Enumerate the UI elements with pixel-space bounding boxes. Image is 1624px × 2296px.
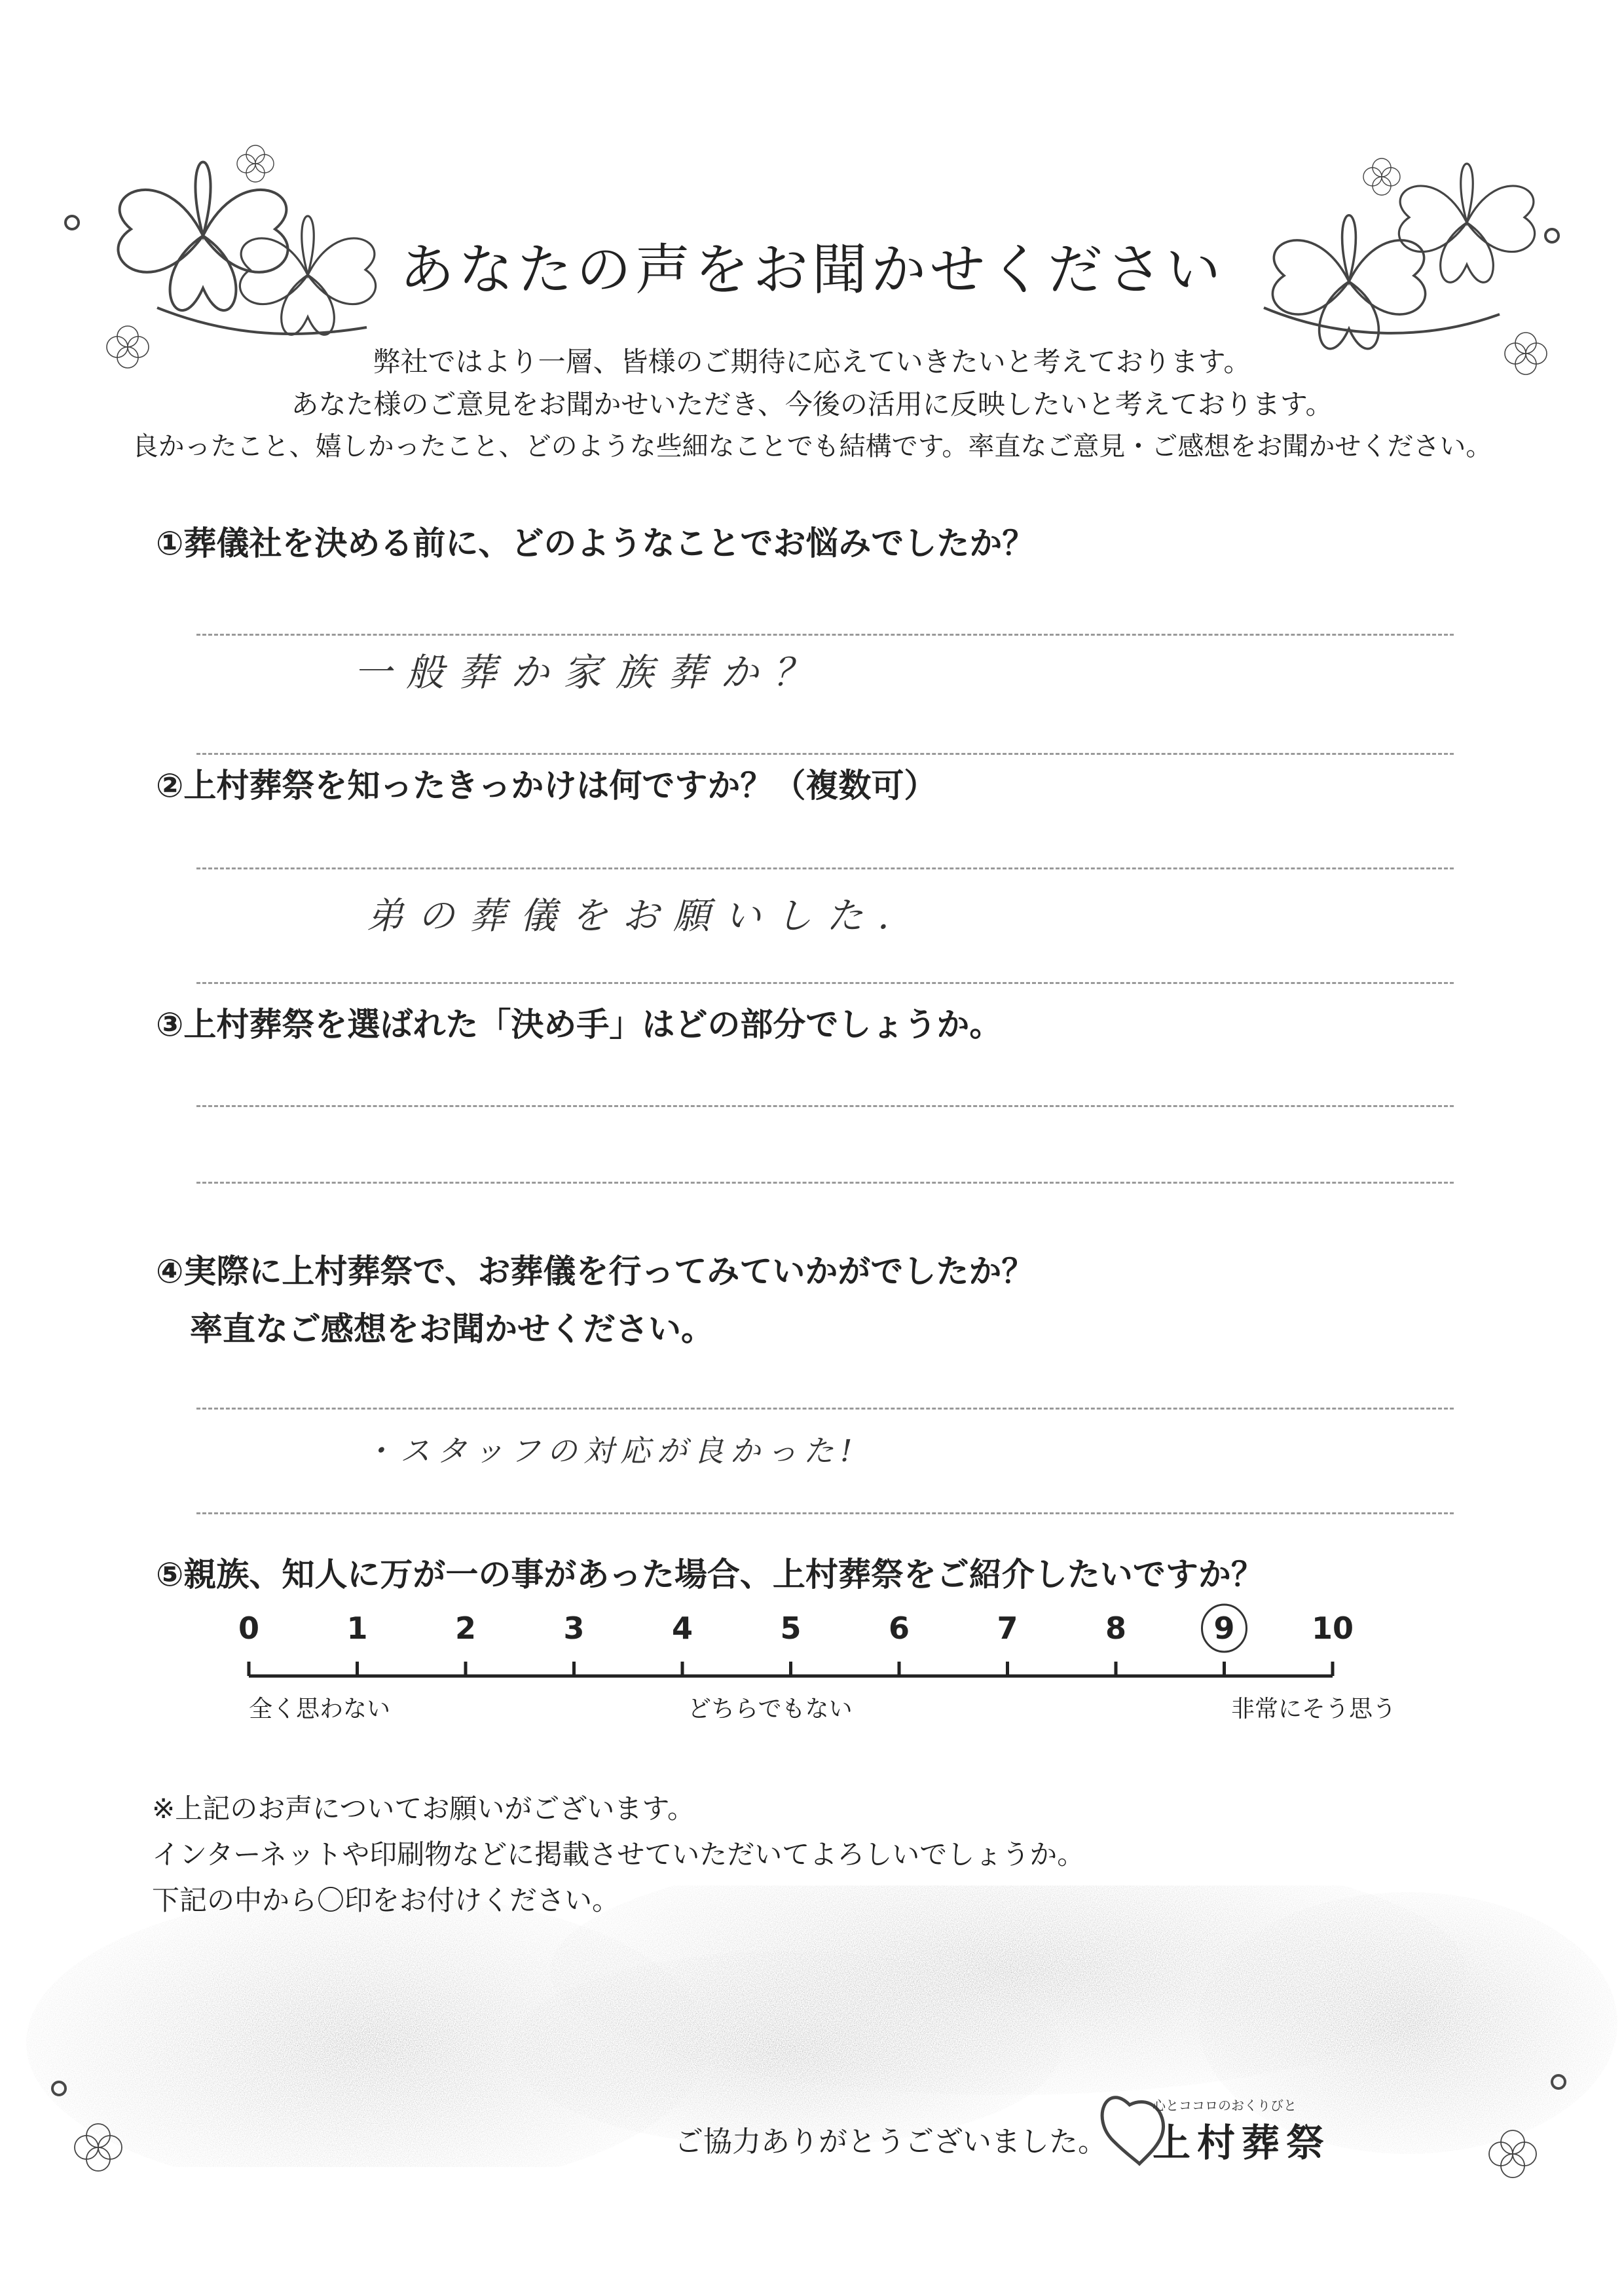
question-5: ⑤親族、知人に万が一の事があった場合、上村葬祭をご紹介したいですか？ xyxy=(156,1556,1264,1594)
scale-option-9[interactable]: 9 xyxy=(1213,1611,1235,1646)
scale-label-low: 全く思わない xyxy=(249,1696,391,1722)
scale-option-0[interactable]: 0 xyxy=(238,1611,259,1646)
page-title: あなたの声をお聞かせください xyxy=(399,238,1225,302)
intro-line-2: あなた様のご意見をお聞かせいただき、今後の活用に反映したいと考えております。 xyxy=(291,388,1333,420)
note-line-1: ※上記のお声についてお願いがございます。 xyxy=(152,1793,695,1825)
answer-1[interactable]: 一般葬か家族葬か？ xyxy=(354,650,826,695)
note-line-3: 下記の中から〇印をお付けください。 xyxy=(152,1884,620,1916)
question-4: ④実際に上村葬祭で、お葬儀を行ってみていかがでしたか？ xyxy=(156,1252,1035,1290)
brand-logo-text: 上村葬祭 xyxy=(1153,2121,1331,2165)
scale-option-5[interactable]: 5 xyxy=(780,1611,802,1646)
question-1: ①葬儀社を決める前に、どのようなことでお悩みでしたか？ xyxy=(156,524,1035,562)
question-4-sub: 率直なご感想をお聞かせください。 xyxy=(190,1310,714,1348)
scale-label-high: 非常にそう思う xyxy=(1231,1696,1397,1722)
scale-label-mid: どちらでもない xyxy=(688,1696,853,1722)
scale-option-6[interactable]: 6 xyxy=(888,1611,910,1646)
question-3: ③上村葬祭を選ばれた「決め手」はどの部分でしょうか。 xyxy=(156,1006,1003,1044)
answer-4[interactable]: ・スタッフの対応が良かった! xyxy=(363,1433,859,1468)
scale-option-1[interactable]: 1 xyxy=(346,1611,368,1646)
question-2: ②上村葬祭を知ったきっかけは何ですか？（複数可） xyxy=(156,767,937,805)
note-line-2: インターネットや印刷物などに掲載させていただいてよろしいでしょうか。 xyxy=(152,1838,1085,1870)
intro-line-1: 弊社ではより一層、皆様のご期待に応えていきたいと考えております。 xyxy=(373,346,1251,378)
scale-option-2[interactable]: 2 xyxy=(454,1611,476,1646)
scale-option-4[interactable]: 4 xyxy=(671,1611,693,1646)
scale-option-10[interactable]: 10 xyxy=(1311,1611,1354,1646)
brand-tagline: 心とココロのおくりびと xyxy=(1153,2098,1297,2113)
answer-2[interactable]: 弟の葬儀をお願いした. xyxy=(367,895,904,938)
scale-option-3[interactable]: 3 xyxy=(563,1611,585,1646)
thanks-message: ご協力ありがとうございました。 xyxy=(674,2125,1107,2159)
scale-option-8[interactable]: 8 xyxy=(1105,1611,1126,1646)
intro-line-3: 良かったこと、嬉しかったこと、どのような些細なことでも結構です。率直なご意見・ご感想をお聞かせください。 xyxy=(132,431,1492,462)
scale-option-7[interactable]: 7 xyxy=(997,1611,1018,1646)
